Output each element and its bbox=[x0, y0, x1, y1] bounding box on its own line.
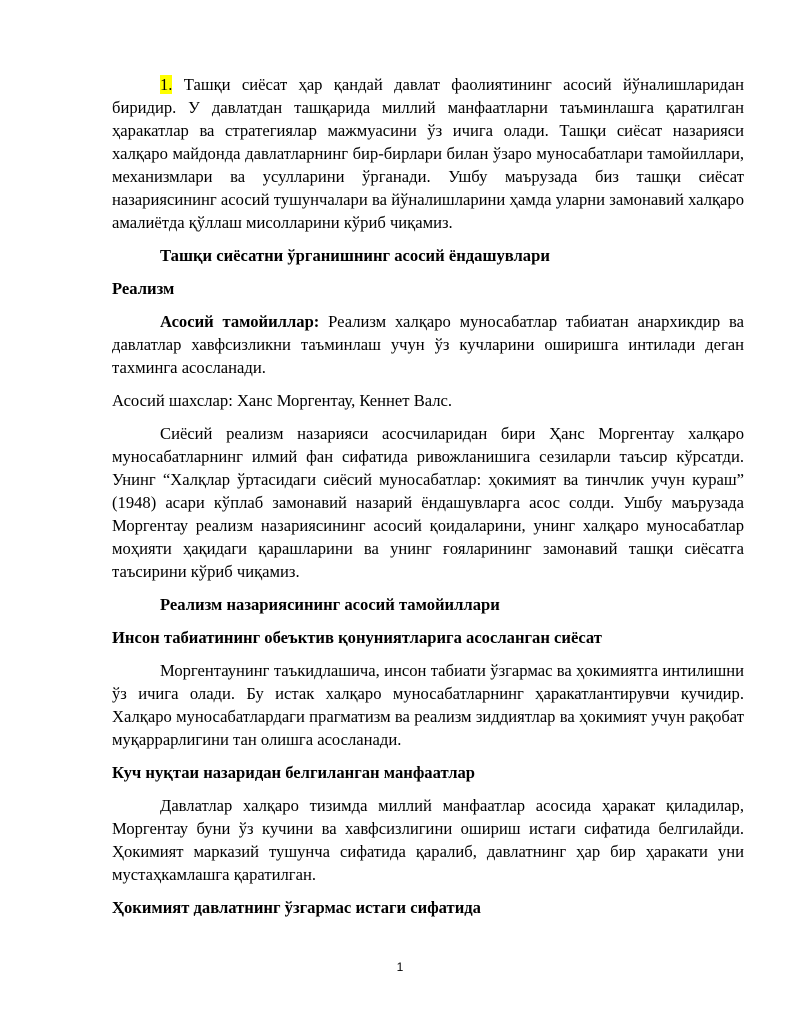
heading-power: Ҳокимият давлатнинг ўзгармас истаги сифатида bbox=[112, 898, 481, 917]
human-nature-paragraph: Моргентаунинг таъкидлашича, инсон табиати ўзгармас ва ҳокимиятга интилишни ўз ичига олади. Бу истак халқаро муносабатларнинг ҳаракатлантирувчи кучидир. Халқаро муносабатлардаги прагматизм ва реализм зиддиятлар ва ҳокимият учун рақобат муқаррарлигини тан олишга асосланади. bbox=[112, 661, 744, 749]
intro-paragraph bbox=[112, 73, 744, 234]
key-persons: Асосий шахслар: Ханс Моргентау, Кеннет Валс. bbox=[112, 391, 453, 410]
heading-human-nature: Инсон табиатининг обеъктив қонуниятларига асосланган сиёсат bbox=[112, 628, 602, 647]
page-number: 1 bbox=[396, 960, 404, 974]
morgenthau-paragraph: Сиёсий реализм назарияси асосчиларидан бири Ҳанс Моргентау халқаро муносабатларнинг илмий фан сифатида ривожланишига сезиларли таъсир кўрсатди. Унинг “Халқлар ўртасидаги сиёсий муносабатлар: ҳокимият ва тинчлик учун кураш” (1948) асари кўплаб замонавий назарий ёндашувларга асос солди. Ушбу маърузада Моргентау реализм назариясининг асосий қоидаларини, унинг халқаро муносабатлар моҳияти ҳақидаги қарашларини ва унинг ғояларининг замонавий ташқи сиёсатга таъсирини кўриб чиқамиз. bbox=[112, 424, 744, 581]
principles-text: Реализм халқаро муносабатлар табиатан анархикдир ва давлатлар хавфсизликни таъминлаш учун ўз кучларини оширишга интилади деган тахминга асосланади. bbox=[112, 312, 744, 377]
principles-label: Асосий тамойиллар: bbox=[160, 312, 320, 331]
highlighted-number: 1. bbox=[160, 75, 173, 94]
principles-paragraph bbox=[112, 310, 744, 379]
heading-approaches: Ташқи сиёсатни ўрганишнинг асосий ёндашувлари bbox=[160, 246, 550, 265]
heading-interests: Куч нуқтаи назаридан белгиланган манфаатлар bbox=[112, 763, 476, 782]
interests-paragraph: Давлатлар халқаро тизимда миллий манфаатлар асосида ҳаракат қиладилар, Моргентау буни ўз кучини ва хавфсизлигини ошириш истаги сифатида белгилайди. Ҳокимият марказий тушунча сифатида қаралиб, давлатнинг ҳар бир ҳаракати уни мустаҳкамлашга қаратилган. bbox=[112, 796, 744, 884]
heading-realism: Реализм bbox=[112, 279, 175, 298]
heading-principles: Реализм назариясининг асосий тамойиллари bbox=[160, 595, 500, 614]
document-body bbox=[112, 73, 744, 919]
intro-paragraph-text: Ташқи сиёсат ҳар қандай давлат фаолиятининг асосий йўналишларидан биридир. У давлатдан ташқарида миллий манфаатларни таъминлашга қаратилган ҳаракатлар ва стратегиялар мажмуасини ўз ичига олади. Ташқи сиёсат назарияси халқаро майдонда давлатларнинг бир-бирлари билан ўзаро муносабатлари тамойиллари, механизмлари ва усулларини ўрганади. Ушбу маърузада биз ташқи сиёсат назариясининг асосий тушунчалари ва йўналишларини ҳамда уларни замонавий халқаро амалиётда қўллаш мисолларини кўриб чиқамиз. bbox=[112, 75, 744, 232]
